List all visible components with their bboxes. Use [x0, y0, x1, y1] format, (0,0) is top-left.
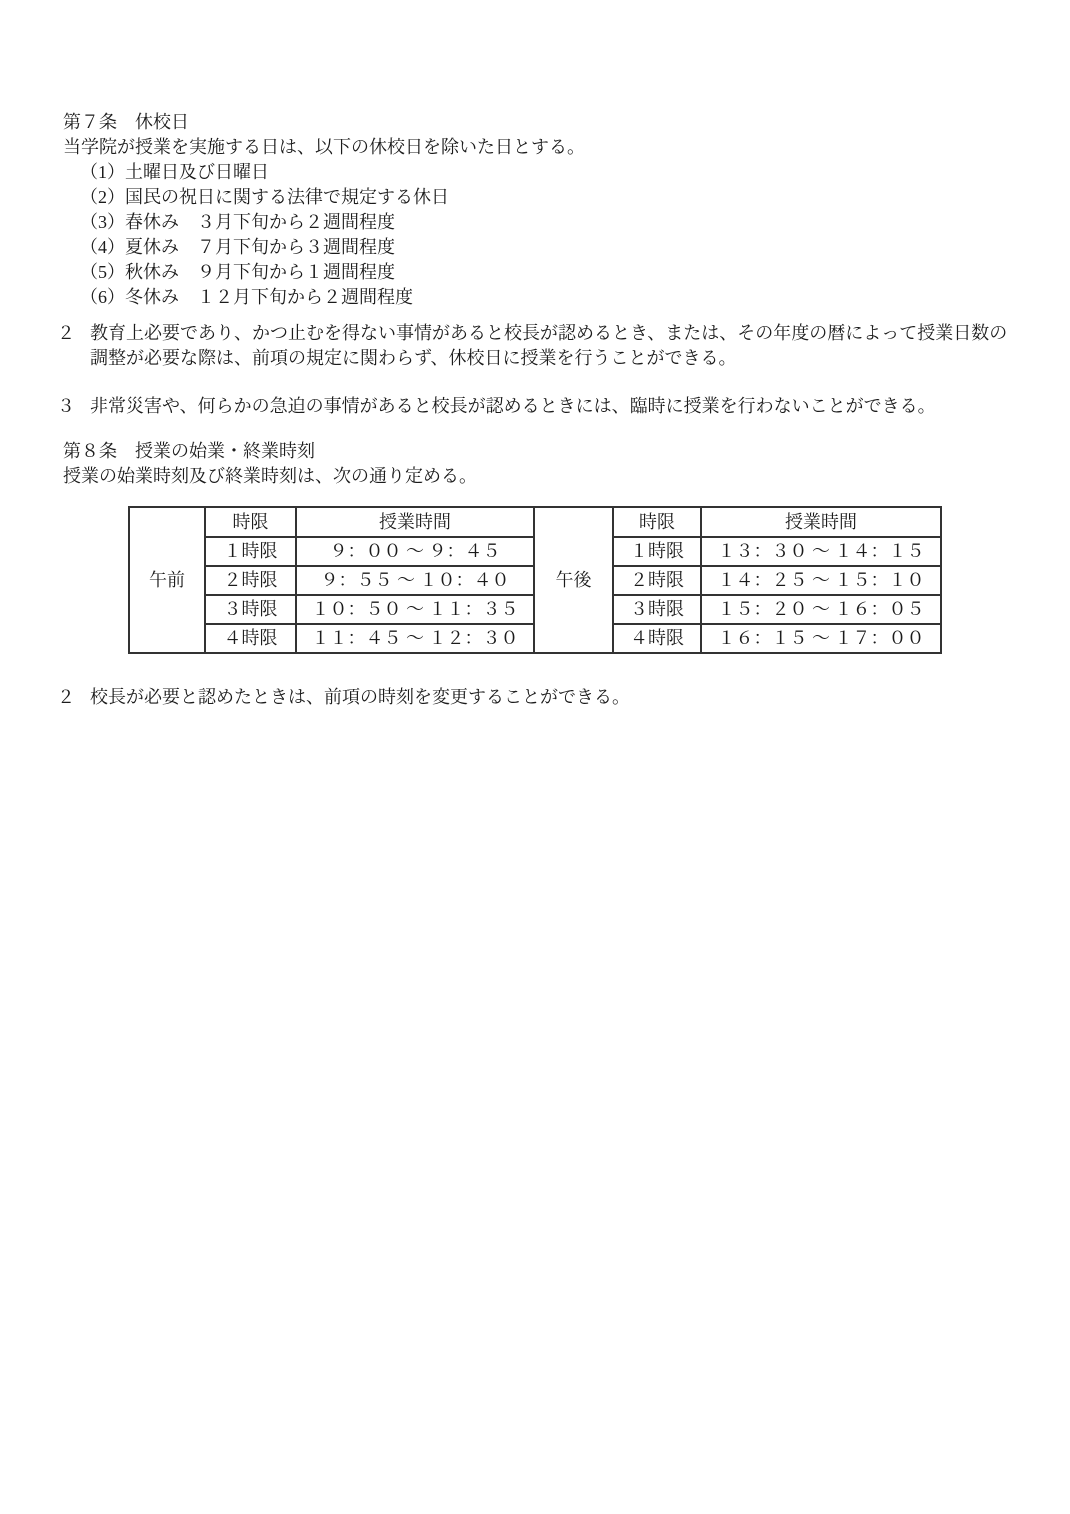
time-cell: １３：３０ ～ １４：１５	[701, 537, 941, 566]
paragraph-text: 調整が必要な際は、前項の規定に関わらず、休校日に授業を行うことができる。	[90, 348, 737, 368]
afternoon-label-cell: 午後	[534, 507, 613, 653]
time-cell: １０：５０ ～ １１：３５	[296, 595, 534, 624]
period-cell: ４時限	[613, 624, 701, 653]
period-cell: ３時限	[205, 595, 296, 624]
list-item: （5）秋休み ９月下旬から１週間程度	[80, 262, 395, 282]
time-header-am: 授業時間	[296, 507, 534, 537]
list-item: （2）国民の祝日に関する法律で規定する休日	[80, 187, 449, 207]
time-cell: ９：００ ～ ９：４５	[296, 537, 534, 566]
schedule-table	[128, 506, 942, 654]
article7-paragraph-2	[57, 321, 1023, 371]
time-cell: ９：５５ ～ １０：４０	[296, 566, 534, 595]
article8-heading: 第８条 授業の始業・終業時刻	[63, 441, 315, 461]
period-cell: ３時限	[613, 595, 701, 624]
period-header-pm: 時限	[613, 507, 701, 537]
article8-paragraph-2	[57, 685, 1023, 710]
list-item: （3）春休み ３月下旬から２週間程度	[80, 212, 395, 232]
paragraph-number: ３	[57, 396, 75, 416]
article7-heading: 第７条 休校日	[63, 112, 189, 132]
list-item: （4）夏休み ７月下旬から３週間程度	[80, 237, 395, 257]
paragraph-text: 非常災害や、何らかの急迫の事情があると校長が認めるときには、臨時に授業を行わないことができる。	[90, 396, 936, 416]
article8-intro: 授業の始業時刻及び終業時刻は、次の通り定める。	[63, 466, 477, 486]
period-cell: ４時限	[205, 624, 296, 653]
period-cell: １時限	[613, 537, 701, 566]
article7-intro: 当学院が授業を実施する日は、以下の休校日を除いた日とする。	[63, 137, 585, 157]
list-item: （6）冬休み １２月下旬から２週間程度	[80, 287, 413, 307]
document-body	[57, 110, 1023, 710]
period-header-am: 時限	[205, 507, 296, 537]
period-cell: １時限	[205, 537, 296, 566]
period-cell: ２時限	[205, 566, 296, 595]
holiday-list	[63, 160, 1023, 310]
paragraph-number: ２	[57, 323, 75, 343]
morning-label-cell: 午前	[129, 507, 205, 653]
time-header-pm: 授業時間	[701, 507, 941, 537]
paragraph-text: 校長が必要と認めたときは、前項の時刻を変更することができる。	[90, 687, 630, 707]
time-cell: １６：１５ ～ １７：００	[701, 624, 941, 653]
paragraph-text: 教育上必要であり、かつ止むを得ない事情があると校長が認めるとき、または、その年度の暦によって授業日数の	[90, 323, 1008, 343]
time-cell: １４：２５ ～ １５：１０	[701, 566, 941, 595]
paragraph-number: ２	[57, 687, 75, 707]
time-cell: １５：２０ ～ １６：０５	[701, 595, 941, 624]
time-cell: １１：４５ ～ １２：３０	[296, 624, 534, 653]
article7-paragraph-3	[57, 394, 1023, 419]
list-item: （1）土曜日及び日曜日	[80, 162, 269, 182]
period-cell: ２時限	[613, 566, 701, 595]
